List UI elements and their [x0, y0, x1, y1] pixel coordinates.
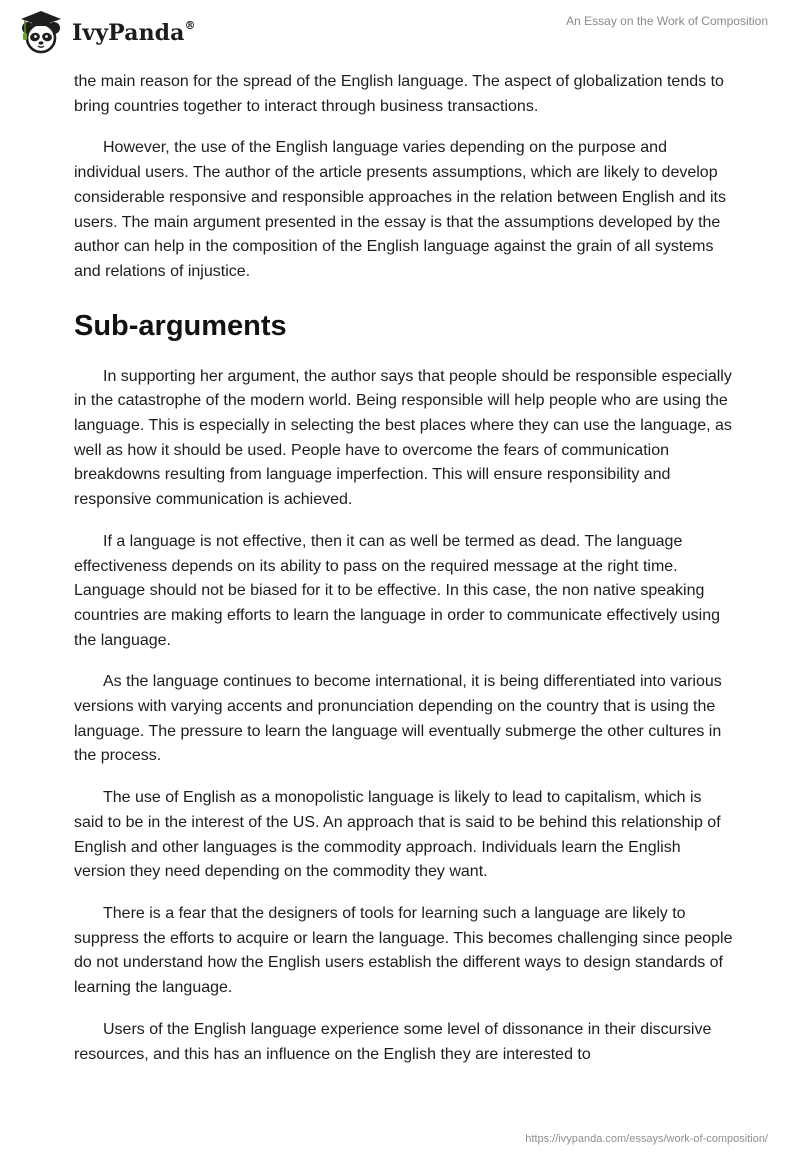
brand-name: IvyPanda®: [72, 18, 196, 46]
paragraph-continuation: the main reason for the spread of the English language. The aspect of globalization tends to bring countries together to interact through business transactions.: [74, 73, 724, 115]
paragraph: As the language continues to become international, it is being differentiated into various versions with varying accents and pronunciation depending on the country that is using the language. The pressure to learn the language will eventually submerge the other cultures in the process.: [74, 673, 722, 765]
paragraph: In supporting her argument, the author says that people should be responsible especially in the catastrophe of the modern world. Being responsible will help people who are using the language. This is especially in selecting the best places where they can use the language, as well as how it should be used. People have to overcome the fears of communication breakdowns resulting from language imperfection. This will ensure responsibility and responsive communication is achieved.: [74, 367, 732, 509]
paragraph: There is a fear that the designers of tools for learning such a language are likely to suppress the efforts to acquire or learn the language. This becomes challenging since people do not understand how the English users establish the different ways to design standards of learning the language.: [74, 904, 733, 997]
essay-body: [74, 70, 734, 1084]
source-url[interactable]: https://ivypanda.com/essays/work-of-composition/: [525, 1133, 768, 1145]
page-header: [0, 0, 800, 64]
registered-mark: ®: [184, 18, 196, 32]
paragraph: The use of English as a monopolistic language is likely to lead to capitalism, which is said to be in the interest of the US. An approach that is said to be behind this relationship of English and other languages is the commodity approach. Individuals learn the English version they need depending on the commodity they want.: [74, 789, 721, 881]
ivypanda-logo[interactable]: [16, 9, 196, 55]
paragraph-main-argument: However, the use of the English language varies depending on the purpose and individual users. The author of the article presents assumptions, which are likely to develop considerable responsive and responsible approaches in the relation between English and its users. The main argument presented in the essay is that the assumptions developed by the author can help in the composition of the English language against the grain of all systems and relations of injustice.: [74, 139, 726, 280]
document-title: An Essay on the Work of Composition: [566, 14, 768, 28]
section-heading-sub-arguments: Sub-arguments: [74, 309, 287, 342]
paragraph: If a language is not effective, then it can as well be termed as dead. The language effectiveness depends on its ability to pass on the required message at the right time. Language should not be biased for it to be effective. In this case, the non native speaking countries are making efforts to learn the language in order to communicate effectively using the language.: [74, 532, 720, 649]
paragraph: Users of the English language experience some level of dissonance in their discursive resources, and this has an influence on the English they are interested to: [74, 1020, 712, 1063]
panda-graduate-icon: [16, 9, 66, 55]
